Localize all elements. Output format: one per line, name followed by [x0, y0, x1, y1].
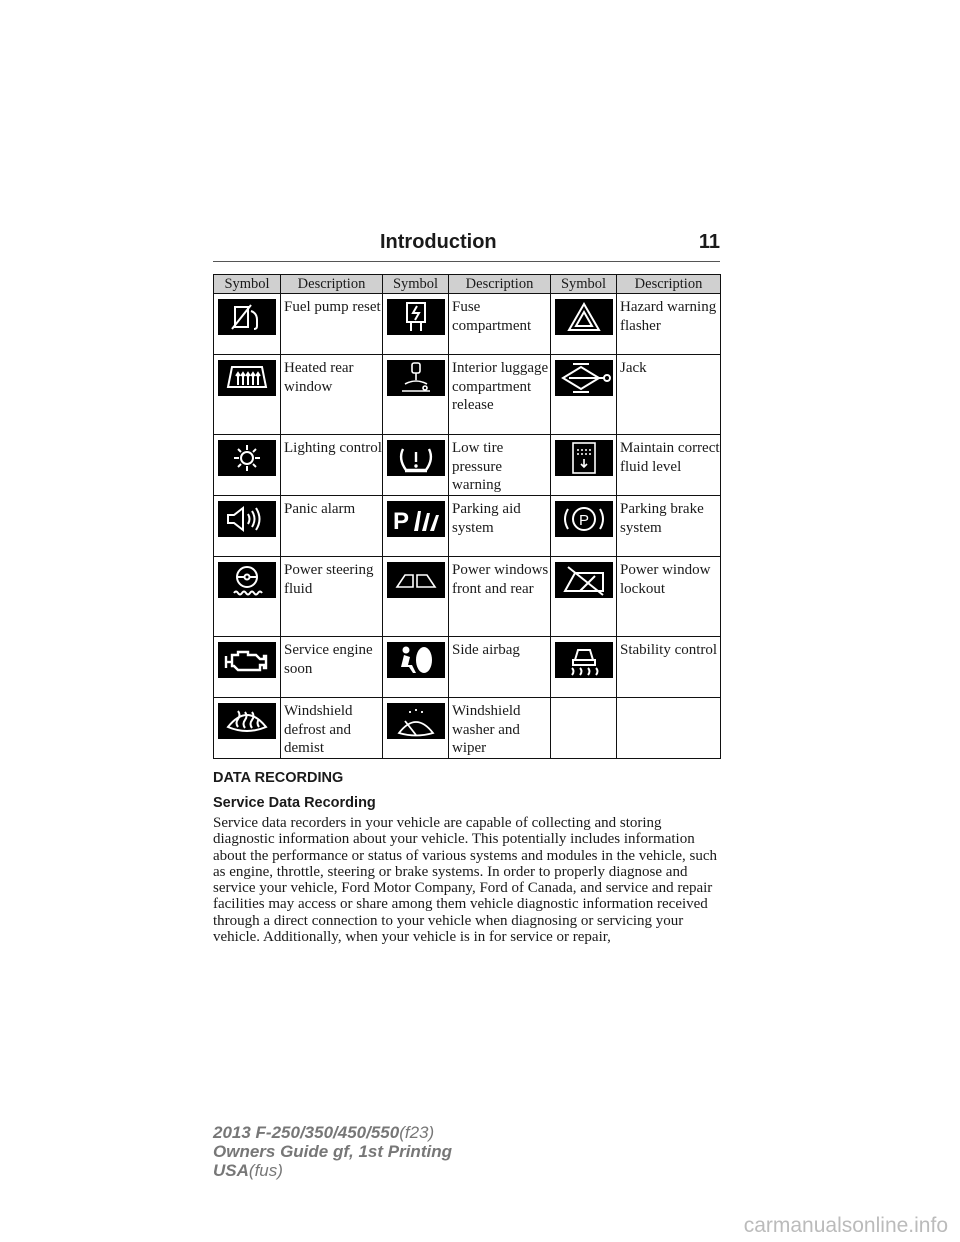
power-steering-fluid-icon: [218, 562, 276, 598]
description-cell: Power window lockout: [617, 557, 721, 637]
description-cell: Fuse compartment: [449, 294, 551, 355]
parking-aid-icon: [387, 501, 445, 537]
description-cell: Hazard warning flasher: [617, 294, 721, 355]
description-cell: Service engine soon: [281, 637, 383, 698]
table-header-row: [214, 275, 721, 294]
column-header: Symbol: [214, 275, 281, 294]
windshield-washer-icon: [387, 703, 445, 739]
description-cell: Windshield defrost and demist: [281, 698, 383, 759]
description-cell: Jack: [617, 355, 721, 435]
description-cell: Maintain correct fluid level: [617, 435, 721, 496]
description-cell: Parking aid system: [449, 496, 551, 557]
power-windows-icon: [387, 562, 445, 598]
page-title: Introduction: [380, 231, 497, 253]
section-heading: DATA RECORDING: [213, 770, 344, 786]
watermark-text: carmanualsonline.info: [743, 1214, 948, 1237]
panic-alarm-icon: [218, 501, 276, 537]
footer-line-1: 2013 F-250/350/450/550(f23): [213, 1123, 435, 1142]
table-row: [214, 557, 721, 637]
body-paragraph: Service data recorders in your vehicle are capable of collecting and storing diagnostic information about your vehicle. This potentially includes information about the performance or status of various systems and modules in the vehicle, such as engine, throttle, steering or brake systems. In order to properly diagnose and service your vehicle, Ford Motor Company, Ford of Canada, and service and repair facilities may access or share among them vehicle diagnostic information received through a direct connection to your vehicle when diagnosing or servicing your vehicle. Additionally, when your vehicle is in for service or repair,: [213, 815, 718, 946]
svg-text:P: P: [393, 508, 410, 535]
table-row: [214, 637, 721, 698]
table-row: [214, 496, 721, 557]
description-cell: Low tire pressure warning: [449, 435, 551, 496]
svg-text:P: P: [579, 512, 590, 529]
description-cell: Stability control: [617, 637, 721, 698]
heated-rear-window-icon: [218, 360, 276, 396]
description-cell: Power windows front and rear: [449, 557, 551, 637]
footer-line-2: Owners Guide gf, 1st Printing: [213, 1142, 452, 1161]
description-cell: Parking brake system: [617, 496, 721, 557]
description-cell: Interior luggage compartment release: [449, 355, 551, 435]
page-footer: [213, 1123, 452, 1180]
page-header: [213, 228, 720, 258]
hazard-warning-icon: [555, 299, 613, 335]
jack-icon: [555, 360, 613, 396]
description-cell: Power steering fluid: [281, 557, 383, 637]
description-cell: Heated rear window: [281, 355, 383, 435]
footer-line-3: USA(fus): [213, 1161, 283, 1180]
empty-cell: [551, 698, 617, 759]
fuel-pump-reset-icon: [218, 299, 276, 335]
column-header: Description: [449, 275, 551, 294]
service-engine-icon: [218, 642, 276, 678]
lighting-control-icon: [218, 440, 276, 476]
fluid-level-icon: [555, 440, 613, 476]
header-rule: [213, 261, 720, 262]
parking-brake-icon: [555, 501, 613, 537]
empty-cell: [617, 698, 721, 759]
table-row: [214, 435, 721, 496]
description-cell: Lighting control: [281, 435, 383, 496]
column-header: Symbol: [383, 275, 449, 294]
stability-control-icon: [555, 642, 613, 678]
page-number: 11: [698, 231, 720, 253]
fuse-compartment-icon: [387, 299, 445, 335]
column-header: Symbol: [551, 275, 617, 294]
window-lockout-icon: [555, 562, 613, 598]
symbol-table: [213, 274, 721, 759]
table-row: [214, 698, 721, 759]
description-cell: Side airbag: [449, 637, 551, 698]
low-tire-pressure-icon: [387, 440, 445, 476]
description-cell: Windshield washer and wiper: [449, 698, 551, 759]
windshield-defrost-icon: [218, 703, 276, 739]
table-row: [214, 294, 721, 355]
column-header: Description: [281, 275, 383, 294]
section-subheading: Service Data Recording: [213, 795, 376, 811]
side-airbag-icon: [387, 642, 445, 678]
data-recording-section: [213, 770, 723, 945]
description-cell: Fuel pump reset: [281, 294, 383, 355]
description-cell: Panic alarm: [281, 496, 383, 557]
table-row: [214, 355, 721, 435]
luggage-release-icon: [387, 360, 445, 396]
column-header: Description: [617, 275, 721, 294]
